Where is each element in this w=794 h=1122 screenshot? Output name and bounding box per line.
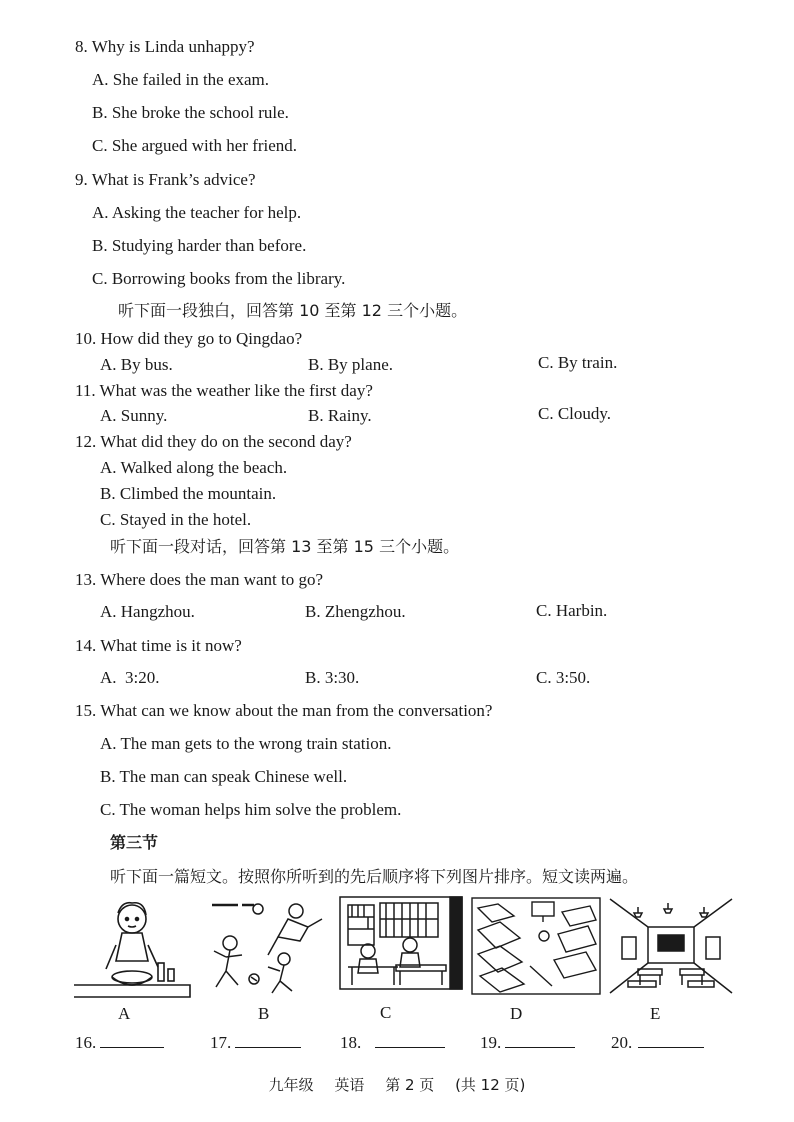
section3-title: 第三节 (110, 833, 159, 852)
q12-option-c: C. Stayed in the hotel. (100, 510, 252, 529)
q14-option-c: C. 3:50. (536, 668, 591, 687)
q13-option-a: A. Hangzhou. (100, 602, 195, 621)
instruction-dialogue: 听下面一段对话，回答第 13 至第 15 三个小题。 (110, 537, 460, 556)
answer-blank-17[interactable] (210, 1031, 301, 1053)
q15-option-b: B. The man can speak Chinese well. (100, 767, 348, 786)
q13-option-b: B. Zhengzhou. (305, 602, 406, 621)
q12-option-b: B. Climbed the mountain. (100, 484, 277, 503)
footer-subject: 英语 (334, 1076, 365, 1094)
blank-19-number: 19. (480, 1033, 502, 1052)
q8-stem: 8. Why is Linda unhappy? (75, 37, 255, 56)
q9-option-b: B. Studying harder than before. (92, 236, 307, 255)
q14-option-a: A. 3:20. (100, 668, 160, 687)
section3-instruction: 听下面一篇短文。按照你所听到的先后顺序将下列图片排序。短文读两遍。 (110, 867, 639, 886)
q8-option-c: C. She argued with her friend. (92, 136, 298, 155)
answer-blank-19[interactable] (480, 1031, 575, 1053)
q11-option-a: A. Sunny. (100, 406, 168, 425)
q11-option-b: B. Rainy. (308, 406, 372, 425)
q14-option-b: B. 3:30. (305, 668, 360, 687)
q10-stem: 10. How did they go to Qingdao? (75, 329, 303, 348)
q10-option-b: B. By plane. (308, 355, 393, 374)
footer-grade: 九年级 (268, 1076, 314, 1094)
q13-stem: 13. Where does the man want to go? (75, 570, 324, 589)
picture-a-cooking (72, 897, 192, 1001)
picture-d-label: D (510, 1004, 523, 1023)
blank-16-number: 16. (75, 1033, 97, 1052)
q13-option-c: C. Harbin. (536, 601, 608, 620)
blank-20-number: 20. (611, 1033, 633, 1052)
picture-d-classroom (470, 896, 602, 996)
answer-blank-18[interactable] (340, 1031, 445, 1053)
q15-stem: 15. What can we know about the man from the conversation? (75, 701, 493, 720)
answer-blank-20[interactable] (611, 1031, 704, 1053)
q11-option-c: C. Cloudy. (538, 404, 612, 423)
picture-c-label: C (380, 1003, 392, 1022)
page-footer (0, 1074, 794, 1095)
answer-blank-16[interactable] (75, 1031, 164, 1053)
picture-b-label: B (258, 1004, 270, 1023)
q14-stem: 14. What time is it now? (75, 636, 242, 655)
picture-e-empty-room (608, 897, 734, 997)
footer-page: 第 2 页 (385, 1076, 435, 1094)
blank-17-number: 17. (210, 1033, 232, 1052)
picture-a-label: A (118, 1004, 131, 1023)
q8-option-a: A. She failed in the exam. (92, 70, 270, 89)
q9-option-a: A. Asking the teacher for help. (92, 203, 302, 222)
q9-stem: 9. What is Frank’s advice? (75, 170, 256, 189)
q10-option-c: C. By train. (538, 353, 618, 372)
picture-b-football (208, 897, 328, 1001)
q10-option-a: A. By bus. (100, 355, 173, 374)
q12-option-a: A. Walked along the beach. (100, 458, 288, 477)
q8-option-b: B. She broke the school rule. (92, 103, 289, 122)
q15-option-c: C. The woman helps him solve the problem. (100, 800, 402, 819)
q9-option-c: C. Borrowing books from the library. (92, 269, 346, 288)
footer-total: (共 12 页) (455, 1076, 526, 1094)
picture-e-label: E (650, 1004, 661, 1023)
instruction-monologue: 听下面一段独白，回答第 10 至第 12 三个小题。 (118, 301, 468, 320)
q15-option-a: A. The man gets to the wrong train station. (100, 734, 392, 753)
q11-stem: 11. What was the weather like the first day? (75, 381, 373, 400)
picture-c-study (338, 893, 464, 993)
blank-18-number: 18. (340, 1033, 362, 1052)
q12-stem: 12. What did they do on the second day? (75, 432, 352, 451)
